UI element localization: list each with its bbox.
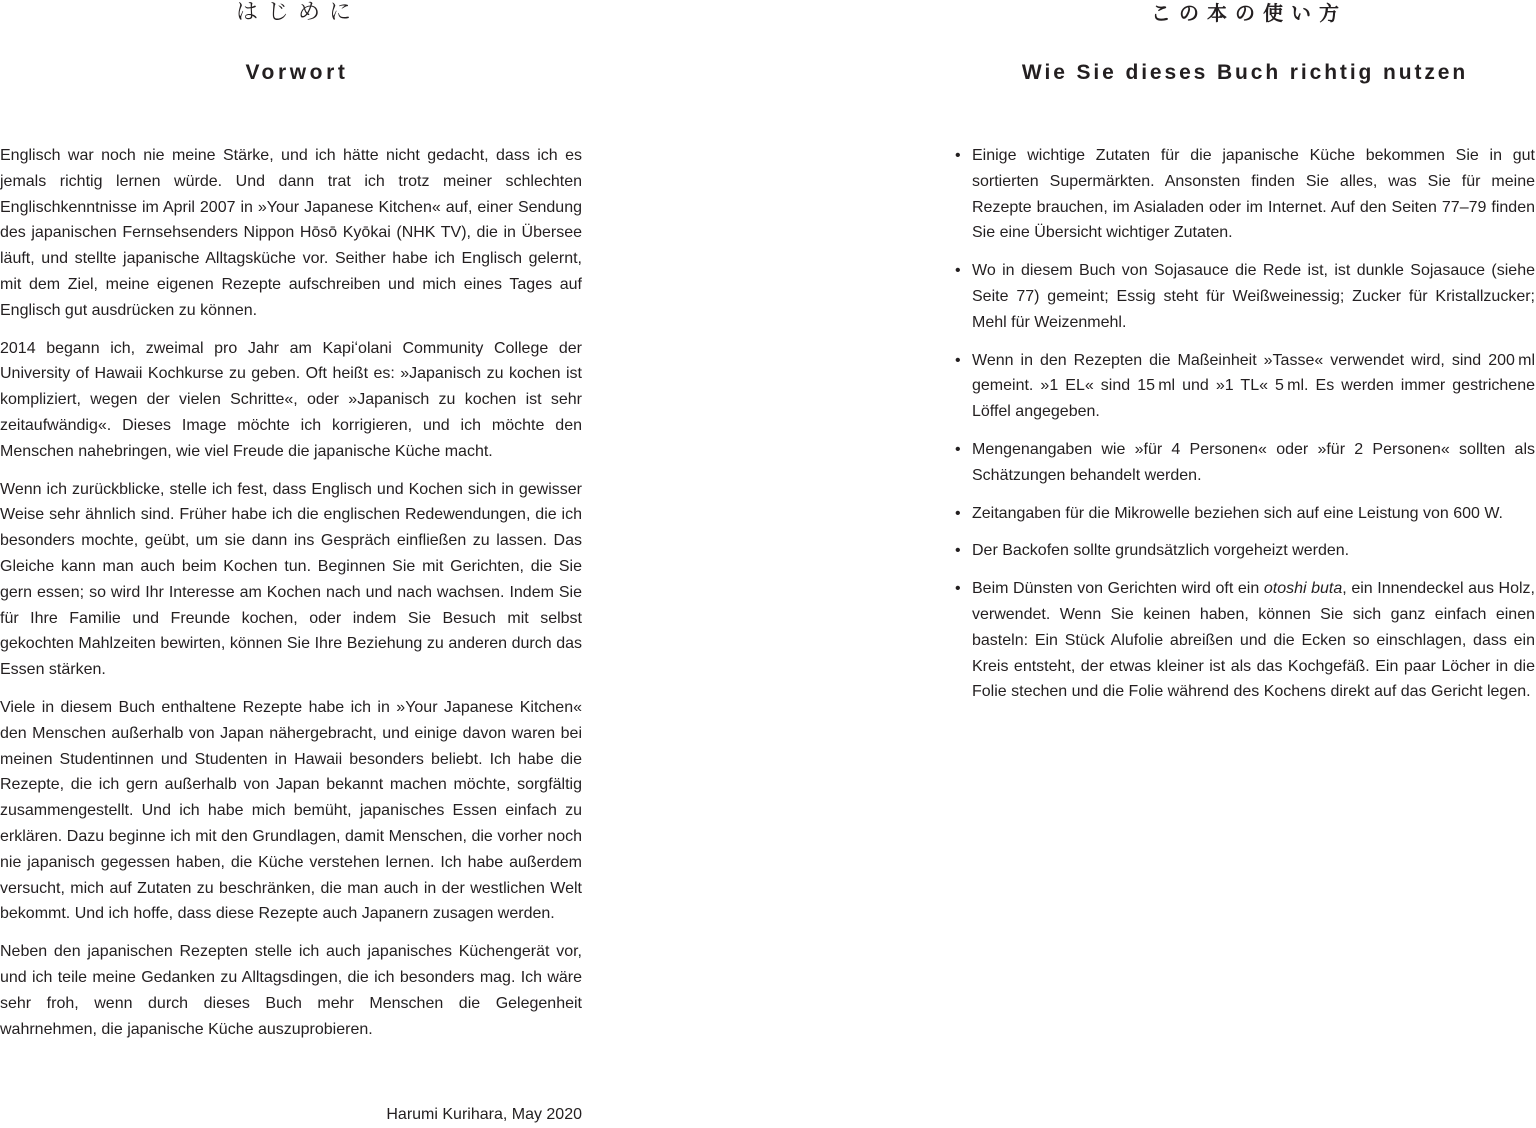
- bullet-icon: •: [955, 580, 961, 598]
- bullet-icon: •: [955, 542, 961, 560]
- foreword-paragraph: Wenn ich zurückblicke, stelle ich fest, dass Englisch und Kochen sich in gewisser Weise sehr ähnlich sind. Früher habe ich die englischen Redewendungen, die ich besonders mochte, geübt, um sie dann ins Gespräch einfließen zu lassen. Das Gleiche kann man auch beim Kochen tun. Beginnen Sie mit Gerichten, die Sie gern essen; so wird Ihr Interesse am Kochen nach und nach wachsen. Indem Sie für Ihre Familie und Freunde kochen, oder indem Sie Besuch mit selbst gekochten Mahlzeiten bewirten, können Sie Ihre Beziehung zu anderen durch das Essen stärken.: [0, 480, 582, 679]
- list-item: [955, 501, 1535, 527]
- list-item: [955, 538, 1535, 564]
- japanese-title-foreword: はじめに: [235, 0, 360, 25]
- list-item: [955, 576, 1535, 705]
- author-signature: Harumi Kurihara, May 2020: [386, 1106, 582, 1123]
- foreword-paragraph: Englisch war noch nie meine Stärke, und ich hätte nicht gedacht, dass ich es jemals richtig lernen würde. Und dann trat ich trotz meiner schlechten Englischkenntnisse im April 2007 in »Your Japanese Kitchen« auf, einer Sendung des japanischen Fernsehsenders Nippon Hōsō Kyōkai (NHK TV), die in Übersee läuft, und stellte japanische Alltagsküche vor. Seither habe ich Englisch gelernt, mit dem Ziel, meine eigenen Rezepte aufschreiben und mich eines Tages auf Englisch gut ausdrücken zu können.: [0, 147, 582, 319]
- german-title-how-to-use: Wie Sie dieses Buch richtig nutzen: [1021, 61, 1469, 84]
- usage-notes-list: [955, 143, 1535, 705]
- list-item: [955, 258, 1535, 335]
- usage-note-text-end: , ein Innendeckel aus Holz, verwendet. Wenn Sie keinen haben, können Sie sich ganz einfach einen basteln: Ein Stück Alufolie abreißen und die Ecken so einschlagen, dass ein Kreis entsteht, der etwas kleiner ist als das Kochgefäß. Ein paar Löcher in die Folie stechen und die Folie während des Kochens direkt auf das Gericht legen.: [972, 580, 1535, 701]
- usage-note-text: Wenn in den Rezepten die Maßeinheit »Tasse« verwendet wird, sind 200 ml gemeint. »1 EL« sind 15 ml und »1 TL« 5 ml. Es werden immer gestrichene Löffel angegeben.: [972, 351, 1535, 421]
- bullet-icon: •: [955, 351, 961, 369]
- bullet-icon: •: [955, 504, 961, 522]
- list-item: [955, 348, 1535, 425]
- german-title-foreword: Vorwort: [245, 61, 349, 84]
- list-item: [955, 143, 1535, 246]
- usage-note-text: Zeitangaben für die Mikrowelle beziehen sich auf eine Leistung von 600 W.: [972, 504, 1503, 522]
- foreword-paragraph: Neben den japanischen Rezepten stelle ich auch japanisches Küchengerät vor, und ich teile meine Gedanken zu Alltagsdingen, die ich besonders mag. Ich wäre sehr froh, wenn durch dieses Buch mehr Menschen die Gelegenheit wahrnehmen, die japanische Küche auszuprobieren.: [0, 943, 582, 1038]
- otoshi-buta-term: otoshi buta: [1263, 580, 1343, 598]
- usage-note-text: Wo in diesem Buch von Sojasauce die Rede ist, ist dunkle Sojasauce (siehe Seite 77) gemeint; Essig steht für Weißweinessig; Zucker für Kristallzucker; Mehl für Weizenmehl.: [972, 262, 1535, 331]
- bullet-icon: •: [955, 147, 961, 164]
- foreword-body: [0, 143, 582, 1042]
- how-to-use-body: [955, 143, 1535, 717]
- usage-note-text: Einige wichtige Zutaten für die japanische Küche bekommen Sie in gut sortierten Supermärkten. Ansonsten finden Sie alles, was Sie für meine Rezepte brauchen, im Asialaden oder im Internet. Auf den Seiten 77–79 finden Sie eine Übersicht wichtiger Zutaten.: [972, 147, 1535, 242]
- usage-note-text-start: Beim Dünsten von Gerichten wird oft ein: [972, 580, 1264, 598]
- bullet-icon: •: [955, 262, 961, 280]
- foreword-paragraph: Viele in diesem Buch enthaltene Rezepte habe ich in »Your Japanese Kitchen« den Menschen außerhalb von Japan nähergebracht, und einige davon waren bei meinen Studentinnen und Studenten in Hawaii besonders beliebt. Ich habe die Rezepte, die ich gern außerhalb von Japan bekannt machen möchte, sorgfältig zusammengestellt. Und ich habe mich bemüht, japanisches Essen einfach zu erklären. Dazu beginne ich mit den Grundlagen, damit Menschen, die vorher noch nie japanisch gegessen haben, die Küche verstehen lernen. Ich habe außerdem versucht, mich auf Zutaten zu beschränken, die man auch in der westlichen Welt bekommt. Und ich hoffe, dass diese Rezepte auch Japanern zusagen werden.: [0, 698, 582, 923]
- bullet-icon: •: [955, 440, 961, 458]
- foreword-paragraph: 2014 begann ich, zweimal pro Jahr am Kapiʻolani Community College der University of Hawaii Kochkurse zu geben. Oft heißt es: »Japanisch zu kochen ist kompliziert, wegen der vielen Schritte«, oder »Japanisch zu kochen ist sehr zeitaufwändig«. Dieses Image möchte ich korrigieren, und ich möchte den Menschen nahebringen, wie viel Freude die japanische Küche macht.: [0, 339, 582, 460]
- japanese-title-how-to-use: この本の使い方: [1151, 1, 1347, 25]
- usage-note-text: Mengenangaben wie »für 4 Personen« oder »für 2 Personen« sollten als Schätzungen behandelt werden.: [972, 440, 1535, 484]
- list-item: [955, 437, 1535, 489]
- usage-note-text: Der Backofen sollte grundsätzlich vorgeheizt werden.: [972, 542, 1350, 560]
